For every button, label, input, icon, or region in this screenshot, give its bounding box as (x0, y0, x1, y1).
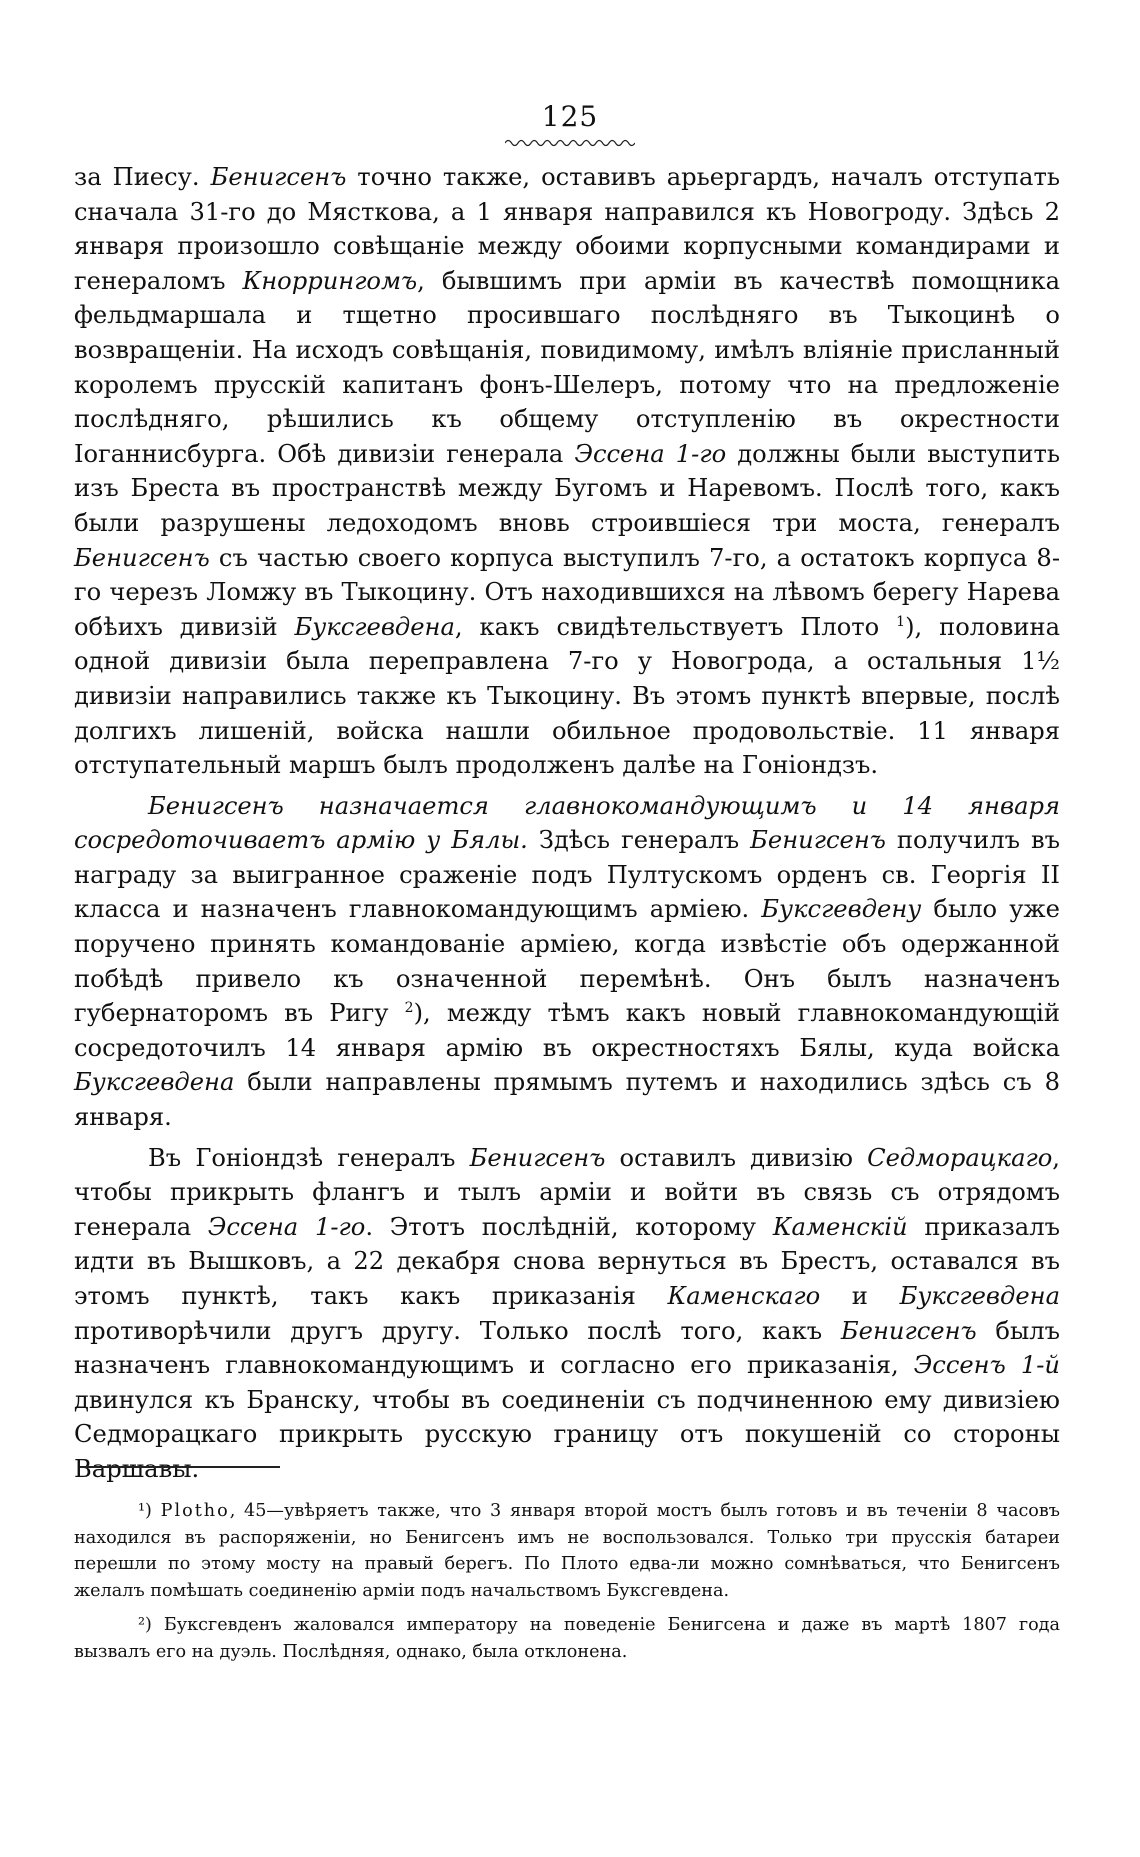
text-run: противорѣчили другъ другу. Только послѣ того, какъ (74, 1316, 841, 1345)
italic-text: Буксгевдену (761, 895, 922, 924)
text-run: былъ назначенъ главнокомандующимъ и согласно его приказанія, (74, 1316, 1060, 1380)
text-run: должны были выступить изъ Бреста въ пространствѣ между Бугомъ и Наревомъ. Послѣ того, какъ были разрушены ледоходомъ вновь строившіеся три моста, генералъ (74, 439, 1060, 537)
text-run: было уже поручено принять командованіе арміею, когда извѣстіе объ одержанной побѣдѣ привело къ означенной перемѣнѣ. Онъ былъ назначенъ губернаторомъ въ Ригу (74, 895, 1060, 1028)
text-run: имъ не воспользовался. Только три прусскія батареи перешли по этому мосту на правый берегъ. По Плото едва-ли можно сомнѣваться, что (74, 1527, 1060, 1574)
text-run: ¹) (138, 1501, 161, 1521)
text-run: и (820, 1282, 900, 1310)
italic-text: Буксгевдена (74, 1068, 235, 1097)
italic-text: Седморацкаго (867, 1143, 1053, 1172)
text-run: получилъ въ награду за выигранное сраженіе подъ Пултускомъ орденъ св. Георгія II класса и назначенъ главнокомандующимъ арміею. (74, 826, 1060, 924)
text-run: , чтобы прикрыть флангъ и тылъ арміи и войти въ связь съ отрядомъ генерала (74, 1143, 1060, 1241)
page-number: 125 (541, 100, 599, 133)
italic-text: Бенигсенъ (210, 163, 347, 191)
italic-text: Кноррингомъ (242, 266, 418, 295)
paragraph (74, 789, 1060, 1135)
footnote-reference: 1 (896, 613, 906, 630)
text-run: оставилъ дивизію (605, 1143, 868, 1172)
text-run: ), половина одной дивизіи была переправлена 7-го у Новогрода, а остальныя 1½ дивизіи направились также къ Тыкоцину. Въ этомъ пунктѣ впервые, послѣ долгихъ лишеній, войска нашли обильное продовольствіе. 11 января отступательный маршъ былъ продолженъ далѣе на Гоніондзъ. (74, 612, 1060, 780)
italic-text: Эссенъ 1-й (913, 1351, 1060, 1380)
italic-text: Бенигсенъ (74, 543, 210, 572)
wavy-rule-icon (505, 138, 635, 148)
italic-text: Каменскій (772, 1212, 908, 1241)
text-run: съ частью своего корпуса выступилъ 7-го, а остатокъ корпуса 8-го черезъ Ломжу въ Тыкоцину. Отъ находившихся на лѣвомъ берегу Нарева обѣихъ дивизій (74, 543, 1060, 641)
italic-text: Бенигсенъ (750, 826, 886, 855)
footnote-divider (80, 1466, 280, 1468)
text-run: ²) (138, 1615, 164, 1635)
paragraph (74, 160, 1060, 783)
italic-text: Буксгевдена (294, 612, 455, 641)
text-run: и даже въ мартѣ 1807 года вызвалъ его на дуэль. Послѣдняя, однако, была отклонена. (74, 1615, 1060, 1662)
italic-text: Бенигсенъ (840, 1316, 977, 1345)
spaced-text: Plotho (160, 1501, 230, 1521)
text-run: точно также, оставивъ арьергардъ, началъ отступать сначала 31-го до Мясткова, а 1 января направился къ Новогроду. Здѣсь 2 января произошло совѣщаніе между обоими корпусными командирами и генераломъ (74, 163, 1060, 295)
text-run: Здѣсь генералъ (527, 826, 751, 855)
italic-text: Буксгевденъ (163, 1615, 282, 1635)
text-run: , бывшимъ при арміи въ качествѣ помощника фельдмаршала и тщетно просившаго послѣдняго въ Тыкоцинѣ о возвращеніи. На исходъ совѣщанія, повидимому, имѣлъ вліяніе присланный королемъ прусскій капитанъ фонъ-Шелеръ, потому что на предложеніе послѣдняго, рѣшились къ общему отступленію въ окрестности Іоганнисбурга. Обѣ дивизіи генерала (74, 266, 1060, 468)
italic-text: Бенигсенъ (960, 1554, 1060, 1574)
text-run: приказалъ идти въ Вышковъ, а 22 декабря снова вернуться въ Брестъ, оставался въ этомъ пунктѣ, такъ какъ приказанія (74, 1212, 1060, 1310)
italic-text: Эссена 1-го (574, 439, 727, 468)
text-run: ), между тѣмъ какъ новый главнокомандующій сосредоточилъ 14 января армію въ окрестностяхъ Бялы, куда войска (74, 999, 1060, 1062)
italic-text: Бенигсенъ (469, 1143, 606, 1172)
italic-text: Бенигсенъ (405, 1527, 505, 1548)
italic-text: Эссена 1-го (207, 1212, 366, 1241)
footnotes (74, 1498, 1060, 1673)
text-run: желалъ помѣшать соединенію арміи подъ начальствомъ Буксгевдена. (74, 1580, 730, 1601)
text-run: , какъ свидѣтельствуетъ Плото (454, 612, 897, 641)
footnote-reference: 2 (404, 1000, 414, 1017)
text-run: , 45—увѣряетъ также, что 3 января второй мостъ былъ готовъ и въ теченіи 8 часовъ находился въ распоряженіи, но (74, 1501, 1060, 1548)
italic-text: Бенигсена (667, 1615, 766, 1635)
italic-text: Каменскаго (667, 1282, 821, 1310)
italic-text: Бенигсенъ назначается главнокомандующимъ и 14 января сосредоточиваетъ армію у Бялы. (74, 791, 1060, 855)
text-run: за Пиесу. (74, 163, 211, 191)
main-text (74, 160, 1060, 1487)
text-run: . Этотъ послѣдній, которому (365, 1212, 773, 1241)
text-run: двинулся къ Бранску, чтобы въ соединеніи съ подчиненною ему дивизіею Седморацкаго прикрыть русскую границу отъ покушеній со стороны Варшавы. (74, 1385, 1060, 1483)
paragraph (74, 1141, 1060, 1487)
text-run: были направлены прямымъ путемъ и находились здѣсь съ 8 января. (74, 1068, 1060, 1132)
text-run: Въ Гоніондзѣ генералъ (148, 1143, 470, 1172)
footnote (74, 1612, 1060, 1665)
italic-text: Буксгевдена (899, 1282, 1060, 1310)
footnote (74, 1498, 1060, 1604)
text-run: жаловался императору на поведеніе (281, 1615, 668, 1635)
